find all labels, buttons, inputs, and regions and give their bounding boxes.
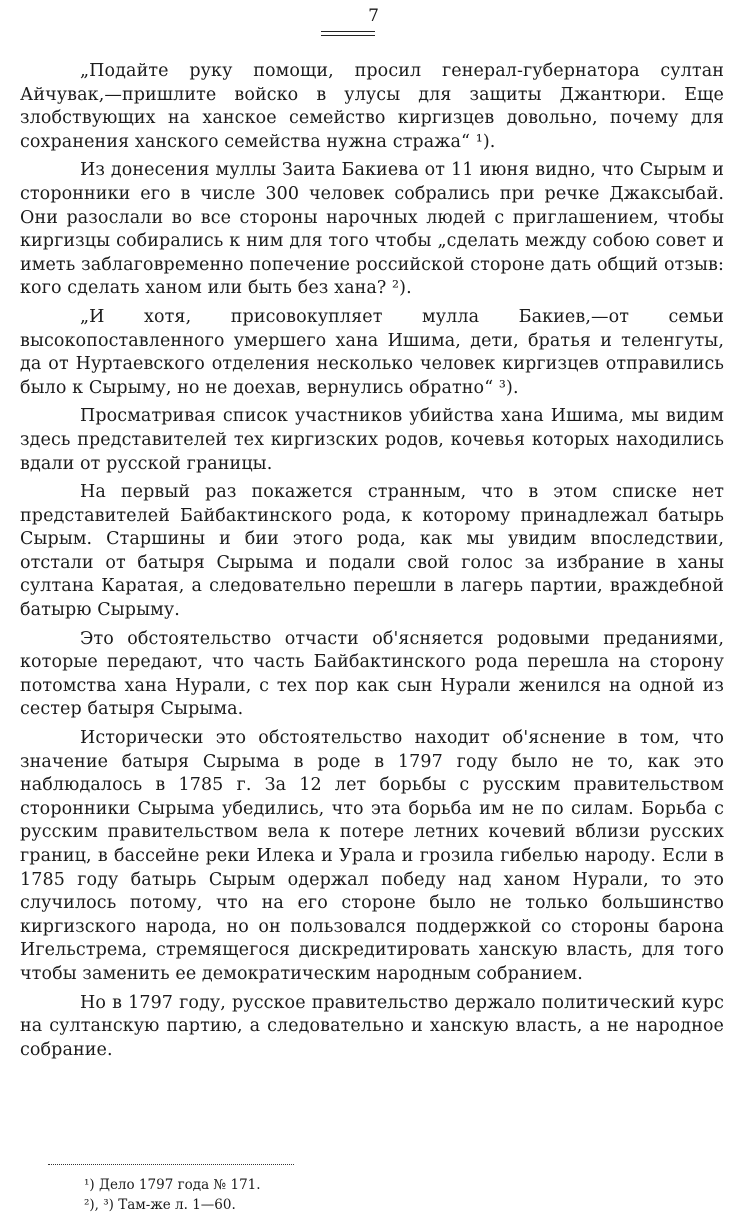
paragraph-1: „Подайте руку помощи, просил генерал-губернатора султан Айчувак,—пришлите войско в улусы для защиты Джантюри. Еще злобствующих на ханское семейство киргизцев довольно, почему для сохранения ханского семейства нужна стража“ ¹).: [20, 61, 724, 152]
paragraph-7: Исторически это обстоятельство находит об'яснение в том, что значение батыря Сырыма в роде в 1797 году было не то, как это наблюдалось в 1785 г. За 12 лет борьбы с русским правительством сторонники Сырыма убедились, что эта борьба им не по силам. Борьба с русским правительством вела к потере летних кочевий вблизи русских границ, в бассейне реки Илека и Урала и грозила гибелью народу. Если в 1785 году батырь Сырым одержал победу над ханом Нурали, то это случилось потому, что на его стороне было не только большинство киргизского народа, но он пользовался поддержкой со стороны барона Игельстрема, стремящегося дискредитировать ханскую власть, для того чтобы заменить ее демократическим народным собранием.: [20, 728, 724, 984]
footnotes: [84, 1175, 704, 1215]
footnote-2: ²), ³) Там-же л. 1—60.: [84, 1197, 236, 1213]
body-text: [20, 60, 724, 1067]
paragraph-3: „И хотя, присовокупляет мулла Бакиев,—от семьи высокопоставленного умершего хана Ишима, дети, братья и теленгуты, да от Нуртаевского отделения несколько человек киргизцев отправились было к Сырыму, но не доехав, вернулись обратно“ ³).: [20, 306, 724, 398]
paragraph-8: Но в 1797 году, русское правительство держало политический курс на султанскую партию, а следовательно и ханскую власть, а не народное собрание.: [20, 992, 724, 1060]
paragraph-2: Из донесения муллы Заита Бакиева от 11 июня видно, что Сырым и сторонники его в числе 300 человек собрались при речке Джаксыбай. Они разослали во все стороны нарочных людей с приглашением, чтобы киргизцы собирались к ним для того чтобы „сделать между собою совет и иметь заблаговременно попечение российской стороне дать общий отзыв: кого сделать ханом или быть без хана? ²).: [20, 160, 724, 299]
paragraph-5: На первый раз покажется странным, что в этом списке нет представителей Байбактинского рода, к которому принадлежал батырь Сырым. Старшины и бии этого рода, как мы увидим впоследствии, отстали от батыря Сырыма и подали свой голос за избрание в ханы султана Каратая, а следовательно перешли в лагерь партии, враждебной батырю Сырыму.: [20, 482, 724, 621]
footnote-divider: [48, 1164, 294, 1165]
paragraph-4: Просматривая список участников убийства хана Ишима, мы видим здесь представителей тех киргизских родов, кочевья которых находились вдали от русской границы.: [20, 406, 724, 474]
page-number: 7: [368, 6, 379, 26]
page-number-underline: [321, 31, 375, 36]
paragraph-6: Это обстоятельство отчасти об'ясняется родовыми преданиями, которые передают, что часть Байбактинского рода перешла на сторону потомства хана Нурали, с тех пор как сын Нурали женился на одной из сестер батыря Сырыма.: [20, 628, 724, 720]
footnote-1: ¹) Дело 1797 года № 171.: [84, 1177, 261, 1193]
